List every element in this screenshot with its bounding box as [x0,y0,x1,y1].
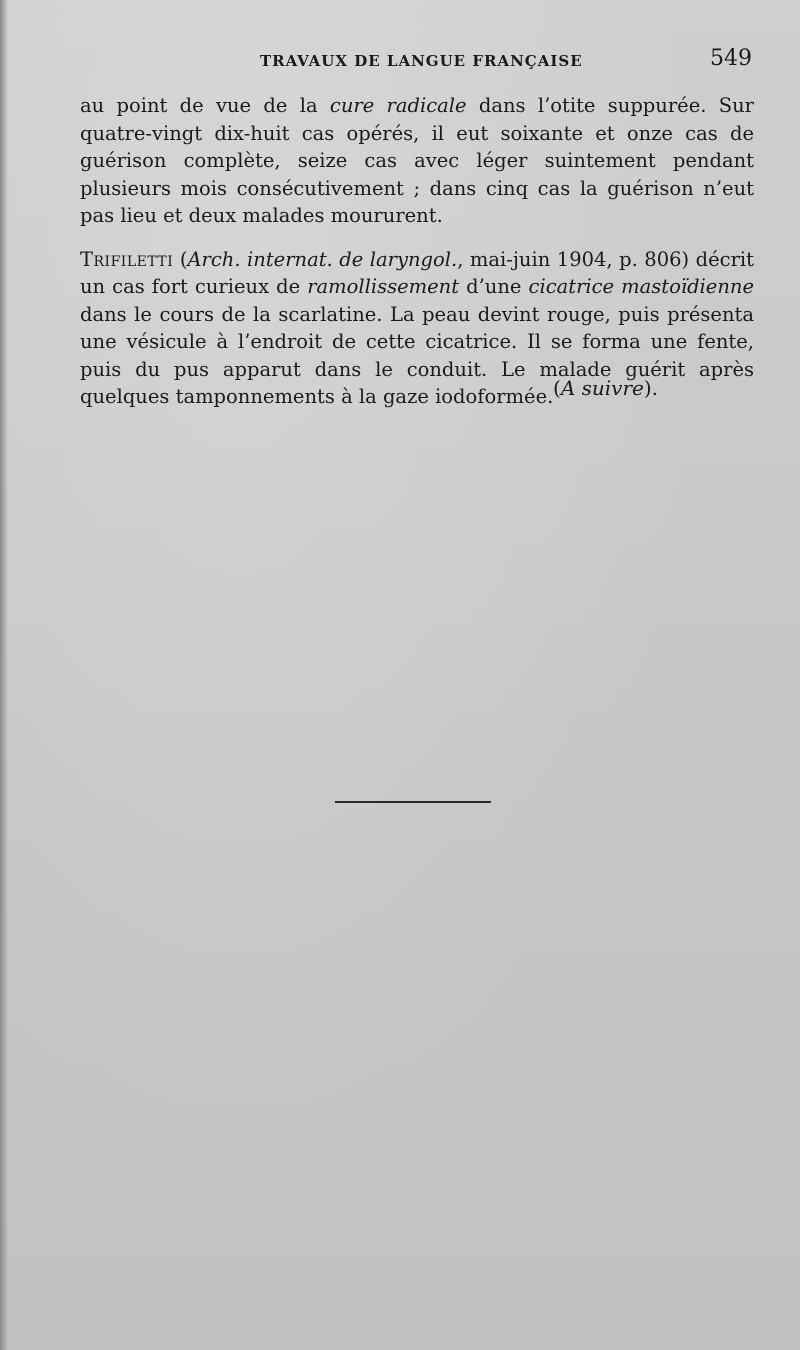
continuation-italic: A suivre [560,376,644,400]
author-name: Trifiletti [80,247,174,271]
paragraph-2-text-c: d’une [459,275,529,298]
paragraph-2-italic-c: cicatrice mastoïdienne [528,275,754,298]
paragraph-1-text-b: dans l’otite suppurée. Sur quatre-vingt dix-huit cas opérés, il eut soixante et onze cas de guérison complète, seize cas avec léger suintement pendant plusieurs mois consécutivement ; dans cinq cas la guérison n’eut pas lieu et deux malades moururent. [80,94,754,227]
body-text [80,92,754,411]
paragraph-2-text-d: dans le cours de la scarlatine. La peau devint rouge, puis présenta une vésicule à l’endroit de cette cicatrice. Il se forma une fente, puis du pus apparut dans le conduit. Le malade guérit après quelques tamponnements à la gaze iodoformée. [80,302,754,408]
reference-open: ( [173,247,188,271]
paragraph-2-italic-b: ramollissement [307,275,460,298]
reference-journal: Arch. internat. de laryngol. [187,247,458,271]
continuation-open: ( [553,376,561,400]
page-header [0,46,800,76]
continuation-note [553,376,658,400]
page-number: 549 [710,46,752,71]
reference-rest: , mai-juin 1904, p. 806) décrit un cas fort curieux de [80,247,754,298]
paragraph-1 [80,92,754,230]
paragraph-1-italic-a: cure radicale [329,94,467,117]
running-title: TRAVAUX DE LANGUE FRANÇAISE [260,52,583,70]
continuation-close: ). [643,376,659,400]
paragraph-1-text-a: au point de vue de la [80,94,330,117]
section-divider [335,801,491,803]
